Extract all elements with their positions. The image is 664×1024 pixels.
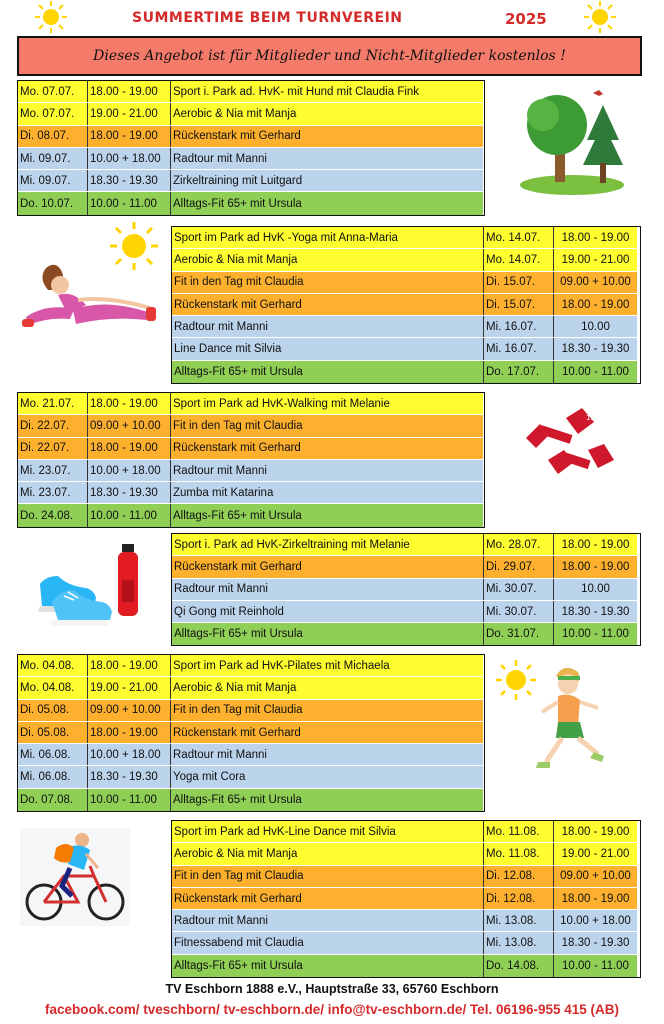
date-cell: Di. 22.07. [18,438,88,459]
schedule-row [172,932,640,954]
activity-cell: Fit in den Tag mit Claudia [172,866,484,887]
club-address: TV Eschborn 1888 e.V., Hauptstraße 33, 65760 Eschborn [165,982,499,996]
time-cell: 18.00 - 19.00 [554,556,637,577]
time-cell: 18.00 - 19.00 [88,438,171,459]
activity-cell: Rückenstark mit Gerhard [172,556,484,577]
schedule-row [172,601,640,623]
schedule-row [18,722,484,744]
date-cell: Di. 15.07. [484,294,554,315]
time-cell: 18.30 - 19.30 [554,601,637,622]
date-cell: Mo. 11.08. [484,821,554,842]
date-cell: Mo. 11.08. [484,843,554,864]
schedule-row [172,888,640,910]
schedule-row [172,866,640,888]
date-cell: Mi. 30.07. [484,579,554,600]
time-cell: 10.00 - 11.00 [554,955,637,977]
activity-cell: Rückenstark mit Gerhard [171,126,483,147]
schedule-row [18,415,484,437]
schedule-row [18,393,484,415]
date-cell: Do. 24.08. [18,504,88,526]
date-cell: Mo. 28.07. [484,534,554,555]
week-schedule-1 [17,80,485,216]
activity-cell: Rückenstark mit Gerhard [171,722,483,743]
year-label: 2025 [505,10,547,28]
activity-cell: Alltags-Fit 65+ mit Ursula [171,504,483,526]
schedule-row [18,460,484,482]
activity-cell: Sport im Park ad HvK-Line Dance mit Silvia [172,821,484,842]
date-cell: Do. 07.08. [18,789,88,811]
schedule-row [18,438,484,460]
activity-cell: Sport im Park ad HvK -Yoga mit Anna-Maria [172,227,484,248]
sun-icon [583,0,617,34]
schedule-row [18,192,484,214]
schedule-row [172,249,640,271]
date-cell: Mi. 06.08. [18,744,88,765]
week-schedule-4 [171,533,641,646]
schedule-row [172,272,640,294]
date-cell: Mi. 06.08. [18,766,88,787]
date-cell: Mi. 09.07. [18,148,88,169]
schedule-row [18,482,484,504]
time-cell: 18.30 - 19.30 [554,932,637,953]
time-cell: 09.00 + 10.00 [554,272,637,293]
date-cell: Mi. 23.07. [18,460,88,481]
runner-icon [528,662,618,782]
week-schedule-6 [171,820,641,978]
activity-cell: Zumba mit Katarina [171,482,483,503]
time-cell: 19.00 - 21.00 [88,103,171,124]
activity-cell: Alltags-Fit 65+ mit Ursula [172,361,484,383]
tree-icon [515,85,630,200]
schedule-row [172,556,640,578]
schedule-row [18,148,484,170]
sun-icon [34,0,68,34]
date-cell: Mo. 04.08. [18,677,88,698]
schedule-row [18,126,484,148]
activity-cell: Alltags-Fit 65+ mit Ursula [172,623,484,645]
week-schedule-5 [17,654,485,812]
date-cell: Do. 10.07. [18,192,88,214]
activity-cell: Sport im Park ad HvK-Walking mit Melanie [171,393,483,414]
activity-cell: Yoga mit Cora [171,766,483,787]
time-cell: 18.00 - 19.00 [88,126,171,147]
schedule-row [172,534,640,556]
schedule-row [172,579,640,601]
activity-cell: Alltags-Fit 65+ mit Ursula [171,192,483,214]
schedule-row [18,700,484,722]
activity-cell: Zirkeltraining mit Luitgard [171,170,483,191]
time-cell: 18.00 - 19.00 [554,888,637,909]
activity-cell: Qi Gong mit Reinhold [172,601,484,622]
date-cell: Do. 31.07. [484,623,554,645]
time-cell: 10.00 + 18.00 [88,460,171,481]
date-cell: Mi. 16.07. [484,338,554,359]
time-cell: 10.00 + 18.00 [88,744,171,765]
activity-cell: Sport im Park ad HvK-Pilates mit Michaela [171,655,483,676]
page-title: SUMMERTIME BEIM TURNVEREIN [132,10,403,26]
activity-cell: Radtour mit Manni [172,910,484,931]
time-cell: 09.00 + 10.00 [554,866,637,887]
activity-cell: Alltags-Fit 65+ mit Ursula [171,789,483,811]
schedule-row [172,623,640,645]
date-cell: Mo. 14.07. [484,249,554,270]
activity-cell: Aerobic & Nia mit Manja [171,677,483,698]
svg-text:1.5KG: 1.5KG [586,414,608,422]
activity-cell: Radtour mit Manni [171,460,483,481]
schedule-row [18,655,484,677]
time-cell: 10.00 - 11.00 [554,361,637,383]
time-cell: 19.00 - 21.00 [554,249,637,270]
activity-cell: Rückenstark mit Gerhard [171,438,483,459]
time-cell: 10.00 - 11.00 [88,789,171,811]
free-offer-banner: Dieses Angebot ist für Mitglieder und Nicht-Mitglieder kostenlos ! [17,36,642,76]
date-cell: Di. 05.08. [18,722,88,743]
date-cell: Mo. 14.07. [484,227,554,248]
date-cell: Do. 17.07. [484,361,554,383]
schedule-row [18,766,484,788]
date-cell: Mi. 16.07. [484,316,554,337]
time-cell: 10.00 - 11.00 [88,192,171,214]
activity-cell: Radtour mit Manni [171,744,483,765]
time-cell: 18.00 - 19.00 [554,294,637,315]
date-cell: Di. 29.07. [484,556,554,577]
activity-cell: Aerobic & Nia mit Manja [172,843,484,864]
date-cell: Mo. 07.07. [18,103,88,124]
activity-cell: Line Dance mit Silvia [172,338,484,359]
date-cell: Mo. 04.08. [18,655,88,676]
time-cell: 09.00 + 10.00 [88,700,171,721]
schedule-row [172,821,640,843]
yoga-woman-icon [18,255,163,335]
contact-links[interactable]: facebook.com/ tveschborn/ tv-eschborn.de/ info@tv-eschborn.de/ Tel. 06196-955 415 (AB) [44,1002,620,1017]
time-cell: 10.00 + 18.00 [88,148,171,169]
activity-cell: Alltags-Fit 65+ mit Ursula [172,955,484,977]
activity-cell: Fit in den Tag mit Claudia [171,415,483,436]
activity-cell: Rückenstark mit Gerhard [172,888,484,909]
dumbbells-icon [518,400,623,480]
date-cell: Di. 05.08. [18,700,88,721]
time-cell: 18.00 - 19.00 [554,821,637,842]
time-cell: 19.00 - 21.00 [554,843,637,864]
schedule-row [18,103,484,125]
cyclist-icon [20,828,130,926]
time-cell: 09.00 + 10.00 [88,415,171,436]
time-cell: 19.00 - 21.00 [88,677,171,698]
date-cell: Mi. 09.07. [18,170,88,191]
schedule-row [18,504,484,526]
time-cell: 10.00 [554,579,637,600]
activity-cell: Radtour mit Manni [172,316,484,337]
schedule-row [172,227,640,249]
time-cell: 18.00 - 19.00 [88,655,171,676]
time-cell: 18.00 - 19.00 [88,81,171,102]
time-cell: 10.00 [554,316,637,337]
activity-cell: Radtour mit Manni [171,148,483,169]
time-cell: 18.00 - 19.00 [554,227,637,248]
schedule-row [172,361,640,383]
date-cell: Di. 08.07. [18,126,88,147]
time-cell: 18.00 - 19.00 [88,393,171,414]
schedule-row [18,744,484,766]
schedule-row [172,294,640,316]
activity-cell: Fit in den Tag mit Claudia [172,272,484,293]
schedule-row [18,789,484,811]
activity-cell: Radtour mit Manni [172,579,484,600]
date-cell: Di. 12.08. [484,888,554,909]
date-cell: Di. 12.08. [484,866,554,887]
time-cell: 10.00 + 18.00 [554,910,637,931]
time-cell: 18.00 - 19.00 [554,534,637,555]
schedule-row [172,910,640,932]
activity-cell: Fit in den Tag mit Claudia [171,700,483,721]
date-cell: Mo. 07.07. [18,81,88,102]
time-cell: 18.30 - 19.30 [88,766,171,787]
schedule-row [172,316,640,338]
time-cell: 18.00 - 19.00 [88,722,171,743]
date-cell: Mi. 23.07. [18,482,88,503]
date-cell: Mi. 30.07. [484,601,554,622]
time-cell: 10.00 - 11.00 [88,504,171,526]
schedule-row [18,81,484,103]
schedule-row [172,338,640,360]
sneakers-bottle-icon [38,540,150,630]
week-schedule-3 [17,392,485,528]
activity-cell: Rückenstark mit Gerhard [172,294,484,315]
time-cell: 10.00 - 11.00 [554,623,637,645]
time-cell: 18.30 - 19.30 [88,170,171,191]
time-cell: 18.30 - 19.30 [88,482,171,503]
date-cell: Mi. 13.08. [484,910,554,931]
schedule-row [172,955,640,977]
activity-cell: Fitnessabend mit Claudia [172,932,484,953]
date-cell: Mo. 21.07. [18,393,88,414]
activity-cell: Aerobic & Nia mit Manja [171,103,483,124]
week-schedule-2 [171,226,641,384]
date-cell: Do. 14.08. [484,955,554,977]
date-cell: Di. 22.07. [18,415,88,436]
activity-cell: Sport i. Park ad. HvK- mit Hund mit Claudia Fink [171,81,483,102]
schedule-row [18,170,484,192]
time-cell: 18.30 - 19.30 [554,338,637,359]
schedule-row [172,843,640,865]
date-cell: Mi. 13.08. [484,932,554,953]
activity-cell: Sport i. Park ad HvK-Zirkeltraining mit Melanie [172,534,484,555]
schedule-row [18,677,484,699]
activity-cell: Aerobic & Nia mit Manja [172,249,484,270]
date-cell: Di. 15.07. [484,272,554,293]
